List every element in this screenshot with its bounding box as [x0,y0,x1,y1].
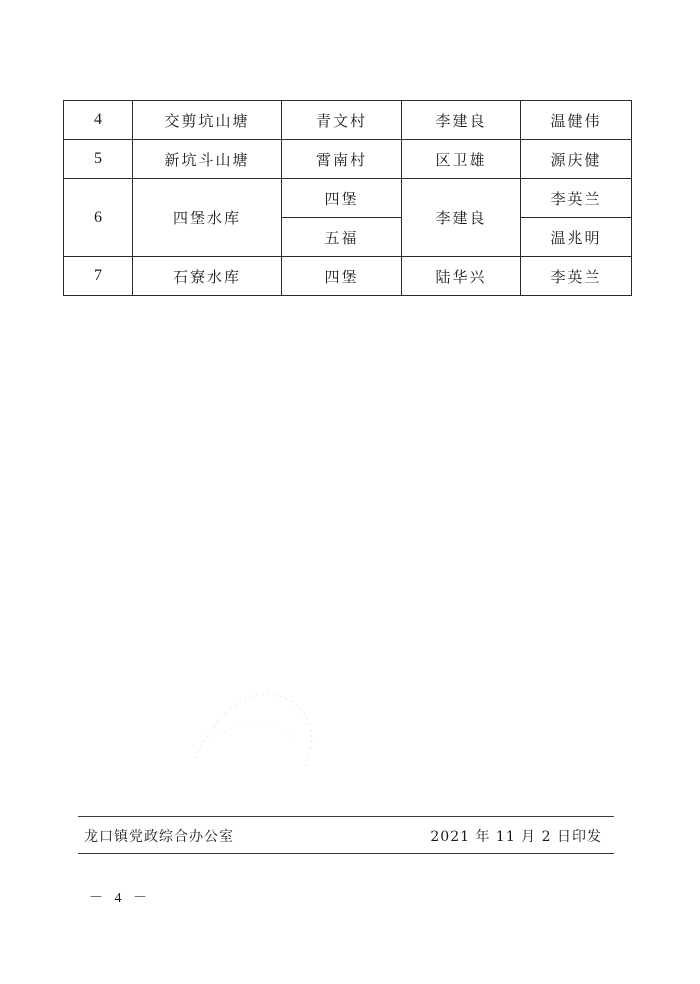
keeper-name: 李英兰 [521,179,632,218]
keeper-name: 源庆健 [521,140,632,179]
reservoir-name: 四堡水库 [133,179,282,257]
village-name: 四堡 [282,257,402,296]
reservoir-roster-table [63,100,632,296]
village-name: 青文村 [282,101,402,140]
village-name: 五福 [282,218,402,257]
table-row [64,140,632,179]
village-name: 四堡 [282,179,402,218]
row-number: 5 [64,140,133,179]
keeper-name: 温兆明 [521,218,632,257]
reservoir-name: 石寮水库 [133,257,282,296]
row-number: 4 [64,101,133,140]
table-row [64,179,632,218]
issue-date: 2021 年 11 月 2 日印发 [430,829,602,845]
faded-seal-trace [175,668,335,788]
reservoir-name: 新坑斗山塘 [133,140,282,179]
issuing-office: 龙口镇党政综合办公室 [84,829,234,845]
row-number: 7 [64,257,133,296]
footer-bottom-rule [78,853,614,854]
page-number: － 4 － [89,891,151,906]
leader-name: 李建良 [402,179,521,257]
row-number: 6 [64,179,133,257]
leader-name: 李建良 [402,101,521,140]
village-name: 霄南村 [282,140,402,179]
leader-name: 区卫雄 [402,140,521,179]
keeper-name: 温健伟 [521,101,632,140]
keeper-name: 李英兰 [521,257,632,296]
leader-name: 陆华兴 [402,257,521,296]
table-row [64,101,632,140]
table-row [64,257,632,296]
footer-top-rule [78,816,614,817]
reservoir-name: 交剪坑山塘 [133,101,282,140]
